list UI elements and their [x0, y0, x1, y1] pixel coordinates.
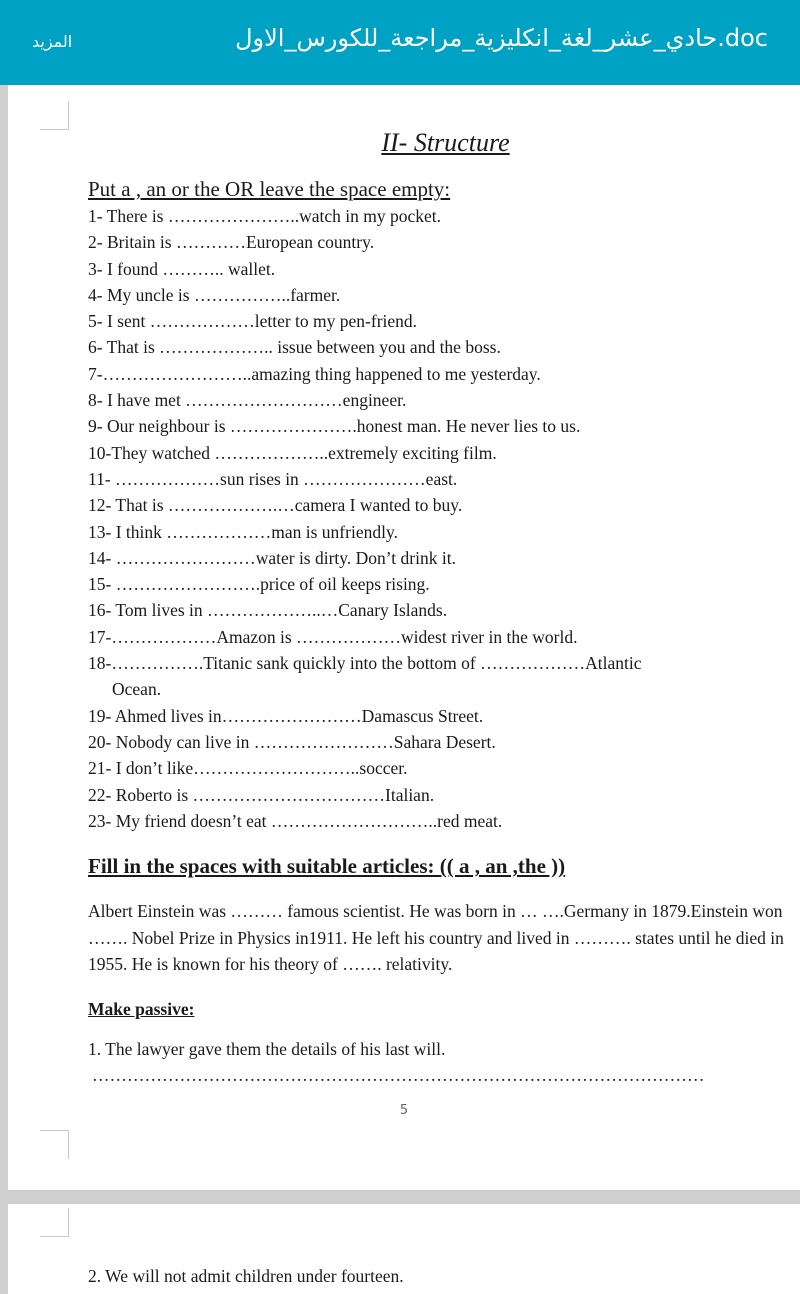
passive-question: 2. We will not admit children under fourteen. [88, 1266, 404, 1286]
document-page-5 [8, 85, 800, 1190]
answer-line: …………………………………………………………………………………………… [92, 1064, 705, 1085]
list-item: 2- Britain is …………European country. [88, 232, 375, 253]
list-item: 8- I have met ………………………engineer. [88, 390, 407, 411]
list-item-continuation: Ocean. [112, 679, 162, 700]
list-item [88, 650, 793, 703]
list-item: 11- ………………sun rises in …………………east. [88, 468, 458, 489]
page-number: 5 [399, 1103, 409, 1118]
exercise-heading-articles: Put a , an or the OR leave the space empty: [88, 177, 451, 201]
page-corner-marker [40, 1130, 69, 1159]
page-content [88, 127, 793, 1088]
section-title: II- Structure [381, 128, 510, 157]
list-item: 17-………………Amazon is ………………widest river in the world. [88, 626, 578, 647]
list-item: 5- I sent ………………letter to my pen-friend. [88, 311, 418, 332]
einstein-paragraph: Albert Einstein was ……… famous scientist. He was born in … ….Germany in 1879.Einstein won ……. Nobel Prize in Physics in1911. He left his country and lived in ………. states until he died in 1955. He is known for his theory of ……. relativity. [88, 901, 784, 975]
list-item: 19- Ahmed lives in……………………Damascus Street. [88, 705, 484, 726]
passive-question: 1. The lawyer gave them the details of his last will. [88, 1038, 446, 1059]
list-item: 16- Tom lives in ………………..…Canary Islands. [88, 600, 448, 621]
exercise-heading-fill: Fill in the spaces with suitable articles: (( a , an ,the )) [88, 854, 566, 879]
list-item: 12- That is ……………….…camera I wanted to buy. [88, 495, 463, 516]
list-item: 15- …………………….price of oil keeps rising. [88, 574, 430, 595]
app-header [0, 0, 800, 85]
list-item: 23- My friend doesn’t eat ………………………..red meat. [88, 810, 503, 831]
list-item: 7-……………………..amazing thing happened to me yesterday. [88, 363, 541, 384]
list-item-text: 18-…………….Titanic sank quickly into the bottom of ………………Atlantic [88, 653, 642, 674]
page-corner-marker [40, 1208, 69, 1237]
list-item: 4- My uncle is ……………..farmer. [88, 284, 341, 305]
exercise-list [88, 203, 793, 834]
exercise-heading-passive: Make passive: [88, 998, 195, 1019]
list-item: 14- ……………………water is dirty. Don’t drink it. [88, 547, 456, 568]
list-item: 6- That is ……………….. issue between you and the boss. [88, 337, 501, 358]
list-item: 21- I don’t like………………………..soccer. [88, 758, 408, 779]
document-page-6 [8, 1204, 800, 1294]
more-button[interactable]: المزيد [32, 32, 73, 51]
list-item: 10-They watched ………………..extremely exciting film. [88, 442, 497, 463]
document-title: حادي_عشر_لغة_انكليزية_مراجعة_للكورس_الاول.doc [235, 24, 768, 52]
list-item: 1- There is …………………..watch in my pocket. [88, 206, 442, 226]
list-item: 9- Our neighbour is ………………….honest man. He never lies to us. [88, 416, 581, 437]
list-item: 13- I think ………………man is unfriendly. [88, 521, 398, 542]
list-item: 3- I found ……….. wallet. [88, 258, 276, 279]
list-item: 22- Roberto is ……………………………Italian. [88, 784, 435, 805]
list-item: 20- Nobody can live in ……………………Sahara Desert. [88, 731, 496, 752]
page-corner-marker [40, 101, 69, 130]
